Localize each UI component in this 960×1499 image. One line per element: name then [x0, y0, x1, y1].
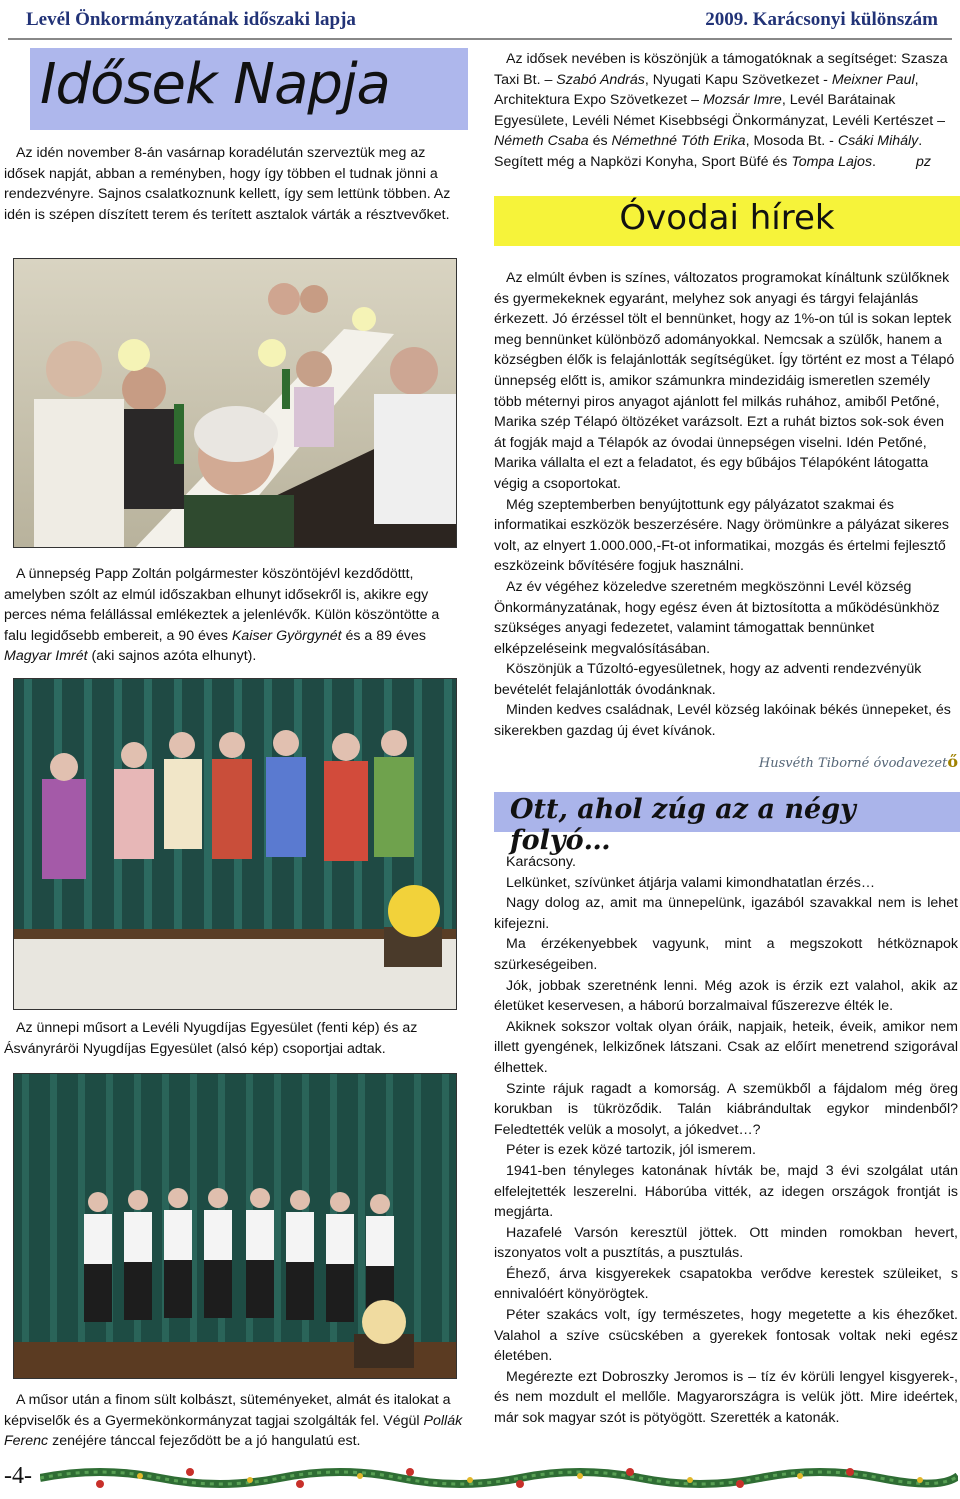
idosek-intro	[4, 143, 466, 225]
thanks-text-15: .	[872, 153, 876, 170]
ott-paragraph: Péter szakács volt, így természetes, hogy megetette a kis éhezőket. Valahol a szíve csücskében a gyerekek fontosak voltak neki egész életében.	[494, 1307, 958, 1365]
performance-caption	[4, 1018, 466, 1059]
idosek-intro-text: Az idén november 8-án vasárnap koradélután szerveztük meg az idősek napját, abban a reményben, hogy így többen el tudnak jönni a rendezvényre. Sajnos csalatkoznunk kellett, így sem lettünk többen. Az idén is szépen díszített terem és terített asztalok várták a résztvevőket.	[4, 145, 451, 223]
banquet-photo	[13, 258, 457, 548]
ovoda-title: Óvodai hírek	[619, 198, 835, 238]
ovoda-signature-last: ő	[947, 752, 958, 771]
thanks-name-6: Csáki Mihály	[837, 133, 919, 150]
ott-title: Ott, ahol zúg az a négy folyó…	[510, 794, 856, 856]
ovoda-paragraph-3: Az év végéhez közeledve szeretném megköszönni Levél község Önkormányzatának, hogy egész éven át biztosította a működésünkhöz szükséges anyagi fedezetet, valamint támogattak bennünket elképzeléseink megvalósításában.	[494, 578, 940, 657]
ovoda-title-box	[494, 196, 960, 246]
thanks-name-5: Némethné Tóth Erika	[611, 133, 746, 150]
thanks-name-4: Németh Csaba	[494, 133, 589, 150]
thanks-text-5: , Architektura Expo Szövetkezet –	[494, 71, 919, 109]
ovoda-paragraph-1: Az elmúlt évben is színes, változatos programokat kínáltunk szülőknek és gyermekeknek egyaránt, melyhez sok anyagi és tárgyi felajánlás érkezett. Jó érzéssel tölt el bennünket, hogy az 1%-on túl is sokan leptek meg bennünket különböző adományokkal. Nemcsak a szülők, hanem a községben élők is felajánlották segítségüket. Így történt ez most a Télapó ünnepség előtt is, amikor számunkra mindezidáig ismeretlen személy több méternyi piros anyagot ajánlott fel milkás ruhához, amiből Petőné, Marika szép Télapó öltözéket varázsolt. Ezt a ruhát biztos sok-sok éven át fogják majd a Télapók az óvodai ünnepségen viselni. Idén Petőné, Marika vállalta el ezt a feladatot, és egy bűbájos Télapóként látogatta végig a csoportokat.	[494, 270, 955, 492]
ott-paragraph: Éhező, árva kisgyerekek csapatokba verődve kerestek szüleiket, s ennivalóért könyörögtek.	[494, 1265, 958, 1303]
page-number: -4-	[4, 1463, 32, 1489]
ovoda-signature	[494, 752, 958, 771]
p2-text-b: és a 89 éves	[341, 627, 426, 644]
thanks-name-3: Mozsár Imre	[702, 92, 782, 109]
ovoda-paragraph-4: Köszönjük a Tűzoltó-egyesületnek, hogy az adventi rendezvényük bevételét felajánlották óvodánknak.	[494, 661, 922, 698]
page-header	[0, 0, 960, 42]
thanks-text-7: , Levél Barátainak Egyesülete, Levéli Német Kisebbségi Önkormányzat, Levéli Kertészet –	[494, 92, 946, 129]
p2-text-c: (aki sajnos azóta elhunyt).	[87, 648, 257, 665]
ovoda-article	[494, 268, 958, 742]
ott-paragraph: Lelkünket, szívünket átjárja valami kimondhatatlan érzés…	[506, 874, 876, 891]
ott-paragraph: Jók, jobbak szeretnénk lenni. Még azok is érzik ezt valahol, akik az életüket keservesen, a háború borzalmaival fűszerezve élték le.	[494, 977, 958, 1015]
closing-text-a: A műsor után a finom sült kolbászt, süteményeket, almát és italokat a képviselők és a Gyermekönkormányzat tagjai szolgálták fel. Végül	[4, 1392, 451, 1429]
choir-photo	[13, 1073, 457, 1379]
thanks-text-13: . Segített még a Napközi Konyha, Sport Büfé és	[494, 133, 923, 170]
thanks-text-11: , Mosoda Bt. -	[745, 133, 838, 150]
closing-name: Pollák Ferenc	[4, 1412, 463, 1450]
clown-performance-photo	[13, 678, 457, 1010]
thanks-name-2: Meixner Paul	[831, 71, 915, 88]
ott-paragraph: Karácsony.	[506, 854, 576, 870]
thanks-text-1: Az idősek nevében is köszönjük a támogatóknak a segítséget: Szasza Taxi Bt. –	[494, 51, 948, 88]
thanks-name-7: Tompa Lajos	[791, 153, 873, 170]
closing-text-b: zenéjére tánccal fejeződött be a jó hangulatú est.	[48, 1433, 361, 1450]
ott-title-box	[494, 792, 960, 856]
thanks-text-3: , Nyugati Kapu Szövetkezet -	[644, 71, 832, 88]
ovoda-paragraph-5: Minden kedves családnak, Levél község lakóinak békés ünnepeket, és sikerekben gazdag új évet kívánok.	[494, 702, 951, 740]
idosek-napja-title: Idősek Napja	[40, 52, 390, 117]
ott-paragraph: Megérezte ezt Dobroszky Jeromos is – tíz év körüli lengyel kisgyerek-, és nem mozdult el mellőle. Magyarországra is velük jött. Mire ideértek, már sok magyar szót is pötyögött. Szerették a katonák.	[494, 1368, 958, 1427]
p2-text-a: A ünnepség Papp Zoltán polgármester köszöntöjévl kezdődöttt, amelyben szólt az elmúl időszakban elhunyt idősekről is, akikre egy perces néma felállással emlékeztek a jelenlévők. Külön köszöntötte a falu legidősebb embereit, a 90 éves	[4, 566, 440, 644]
ott-article	[494, 852, 958, 1429]
ott-paragraph: Nagy dolog az, amit ma ünnepelünk, igazából szavakkal nem is lehet kifejezni.	[494, 895, 958, 932]
ovoda-paragraph-2: Még szeptemberben benyújtottunk egy pályázatot szakmai és informatikai eszközök beszerzésére. Nagy örömünkre a pályázat sikeres volt, az elnyert 1.000.000,-Ft-ot informatikai, mozgás és értelmi fejlesztő eszközeink bővítésére fogjuk használni.	[494, 496, 949, 575]
idosek-closing	[4, 1390, 466, 1452]
ott-paragraph: Szinte rájuk ragadt a komorság. A szemükből a fájdalom még öreg korukban is tükröződik. Talán kiábrándultak egykor mindenből? Feledtették velük a mosolyt, a jókedvet…?	[494, 1080, 958, 1138]
p2-name-2: Magyar Imrét	[4, 648, 88, 665]
ott-paragraph: Péter is ezek közé tartozik, jól ismerem.	[506, 1142, 756, 1159]
header-rule	[8, 38, 952, 40]
thanks-name-1: Szabó András	[556, 71, 645, 88]
christmas-garland-decoration	[40, 1456, 958, 1496]
performance-caption-text: Az ünnepi műsort a Levéli Nyugdíjas Egyesület (fenti kép) és az Ásványráröi Nyugdíjas Egyesület (alsó kép) csoportjai adtak.	[4, 1020, 418, 1057]
ott-paragraph: Ma érzékenyebbek vagyunk, mint a megszokott hétköznapok szürkeségeiben.	[494, 936, 958, 973]
idosek-paragraph-2	[4, 564, 466, 667]
p2-name-1: Kaiser Györgynét	[231, 627, 342, 644]
ott-paragraph: Hazafelé Varsón keresztül jöttek. Ott minden romokban hevert, iszonyatos volt a pusztítás, a pusztulás.	[494, 1224, 958, 1262]
thanks-paragraph	[494, 49, 958, 173]
ott-paragraph: 1941-ben tényleges katonának hívták be, majd 3 évi szolgálat után elfelejtették leszerelni. Háborúba vitték, az idegen országok frontját is megjárta.	[494, 1162, 958, 1221]
thanks-sign: pz	[916, 153, 931, 170]
thanks-text-9: és	[588, 133, 612, 150]
publication-name: Levél Önkormányzatának időszaki lapja	[26, 9, 356, 30]
issue-name: 2009. Karácsonyi különszám	[705, 9, 938, 30]
ovoda-signature-text: Husvéth Tiborné óvodavezet	[758, 756, 948, 771]
ott-paragraph: Akiknek sokszor voltak olyan óráik, napjaik, heteik, éveik, amikor nem illett gyengének, lelkizőnek látszani. Csak az előírt menetrend szigorával élhettek.	[494, 1018, 958, 1076]
idosek-napja-title-box	[30, 48, 468, 130]
